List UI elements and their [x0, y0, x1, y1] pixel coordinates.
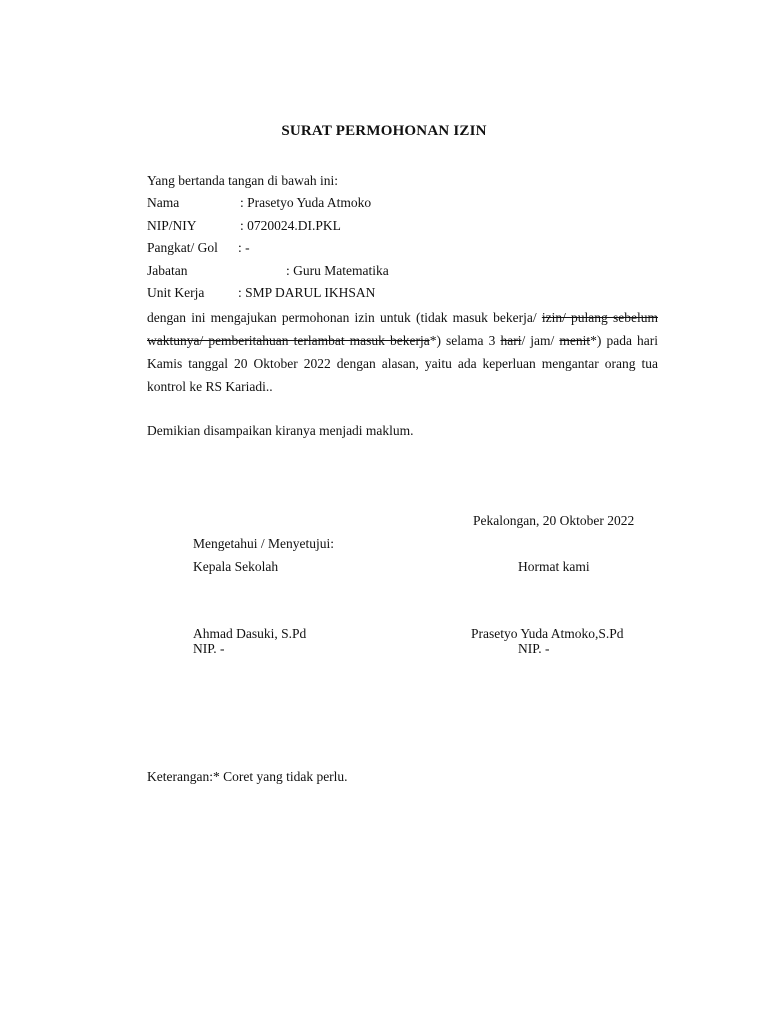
sender-role: Hormat kami	[518, 559, 590, 574]
body-text-3: / jam/	[521, 333, 560, 348]
intro-text: Yang bertanda tangan di bawah ini:	[147, 173, 338, 188]
field-value-unit-kerja: : SMP DARUL IKHSAN	[238, 285, 376, 300]
struck-text-3: menit	[559, 333, 591, 348]
approval-heading: Mengetahui / Menyetujui:	[193, 536, 334, 551]
struck-text-1: izin/ pulang sebelum waktunya/ pemberitahuan terlambat masuk bekerja	[147, 310, 658, 348]
field-label-unit-kerja: Unit Kerja	[147, 285, 205, 300]
letter-title: SURAT PERMOHONAN IZIN	[281, 123, 487, 139]
field-value-pangkat: : -	[238, 240, 250, 255]
field-label-nama: Nama	[147, 195, 180, 210]
principal-name: Ahmad Dasuki, S.Pd	[193, 626, 307, 641]
body-text-1: dengan ini mengajukan permohonan izin untuk (tidak masuk bekerja/	[147, 310, 542, 325]
sender-name: Prasetyo Yuda Atmoko,S.Pd	[471, 626, 624, 641]
struck-text-2: hari	[500, 333, 522, 348]
principal-role: Kepala Sekolah	[193, 559, 279, 574]
field-value-jabatan: : Guru Matematika	[286, 263, 389, 278]
place-date: Pekalongan, 20 Oktober 2022	[473, 513, 635, 528]
body-paragraph	[147, 306, 658, 398]
body-text-2: *) selama 3	[429, 333, 501, 348]
field-label-nip: NIP/NIY	[147, 218, 197, 233]
closing-text: Demikian disampaikan kiranya menjadi maklum.	[147, 423, 414, 438]
field-value-nip: : 0720024.DI.PKL	[240, 218, 341, 233]
footnote: Keterangan:* Coret yang tidak perlu.	[147, 769, 348, 784]
field-label-pangkat: Pangkat/ Gol	[147, 240, 218, 255]
field-value-nama: : Prasetyo Yuda Atmoko	[240, 195, 372, 210]
field-label-jabatan: Jabatan	[147, 263, 188, 278]
sender-nip: NIP. -	[518, 641, 550, 656]
body-text-4: *) pada hari Kamis tanggal 20 Oktober 2022 dengan alasan, yaitu ada keperluan mengantar orang tua kontrol ke RS Kariadi..	[147, 333, 659, 394]
principal-nip: NIP. -	[193, 641, 225, 656]
